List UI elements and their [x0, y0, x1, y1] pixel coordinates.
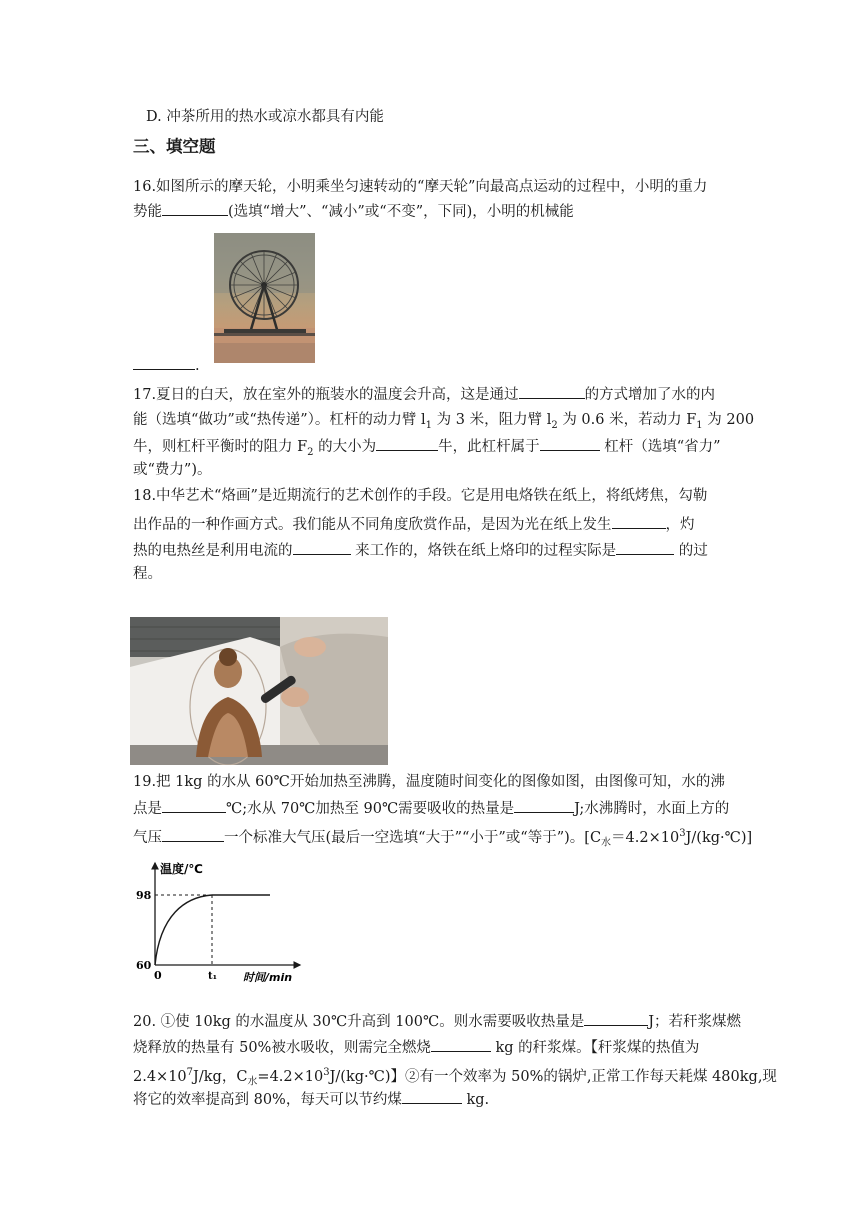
q19-text: 一个标准大气压(最后一空选填“大于”“小于”或“等于”)。[C [224, 829, 602, 846]
q17-text: 17.夏日的白天，放在室外的瓶装水的温度会升高，这是通过 [133, 387, 519, 403]
answer-blank [540, 436, 600, 451]
q17-line-4: 或“费力”)。 [133, 462, 212, 478]
q16-text: 势能 [133, 204, 162, 220]
q17-line-1 [133, 384, 715, 405]
q18-line-1: 18.中华艺术“烙画”是近期流行的艺术创作的手段。它是用电烙铁在纸上，将纸烤焦，勾勒 [133, 488, 708, 504]
answer-blank [133, 355, 195, 370]
q20-text: 烧释放的热量有 50%被水吸收，则需完全燃烧 [133, 1040, 431, 1056]
superscript: 3 [679, 828, 686, 839]
subscript: 2 [307, 446, 314, 458]
q18-line-2 [133, 514, 695, 535]
subscript: 水 [601, 837, 612, 849]
answer-blank [616, 540, 674, 555]
q19-line-2 [133, 798, 729, 819]
q17-text: 的方式增加了水的内 [584, 387, 716, 403]
q17-text: 杠杆（选填“省力” [599, 439, 721, 455]
answer-blank [376, 436, 438, 451]
q19-text: ＝4.2×10 [611, 829, 680, 846]
answer-blank [584, 1011, 648, 1026]
answer-blank [402, 1089, 462, 1104]
q20-text: J/(kg·℃)】②有一个效率为 50%的锅炉,正常工作每天耗煤 480kg,现 [329, 1068, 777, 1085]
q19-text: 点是 [133, 801, 162, 817]
ferris-wheel-image [214, 233, 315, 363]
q16-text: (选填“增大”、“减小”或“不变”，下同)，小明的机械能 [228, 204, 574, 220]
q20-text: J；若秆浆煤燃 [648, 1014, 742, 1030]
q20-text: 2.4×10 [133, 1068, 187, 1085]
answer-blank [293, 540, 351, 555]
q20-text: 将它的效率提高到 80%，每天可以节约煤 [133, 1092, 402, 1108]
q20-line-4 [133, 1089, 489, 1110]
q18-text: 的过 [674, 543, 708, 559]
q16-end: . [195, 358, 200, 374]
y-axis-label: 温度/℃ [160, 862, 203, 876]
q20-text: kg. [461, 1092, 490, 1108]
q17-text: 牛，此杠杆属于 [438, 439, 540, 455]
q16-line-1: 16.如图所示的摩天轮，小明乘坐匀速转动的“摩天轮”向最高点运动的过程中，小明的重力 [133, 179, 708, 195]
subscript: 1 [425, 419, 433, 431]
answer-blank [431, 1037, 491, 1052]
temperature-time-chart [130, 855, 310, 985]
answer-blank [514, 798, 574, 813]
q20-text: kg 的秆浆煤。【秆浆煤的热值为 [490, 1040, 700, 1056]
x-tick-label: 0 [154, 969, 162, 982]
subscript: 水 [247, 1076, 258, 1088]
q19-text: ℃;水从 70℃加热至 90℃需要吸收的热量是 [226, 801, 515, 817]
q17-text: 的大小为 [313, 439, 377, 455]
answer-blank [162, 827, 224, 842]
answer-blank [162, 201, 228, 216]
section-title: 三、填空题 [133, 137, 216, 156]
x-tick-label: t₁ [208, 971, 217, 982]
q20-text: J/kg，C [193, 1068, 248, 1085]
x-axis-label: 时间/min [243, 971, 293, 984]
q17-line-2 [133, 410, 754, 436]
q17-text: 为 0.6 米，若动力 F [557, 412, 697, 428]
q17-text: 为 3 米，阻力臂 l [432, 412, 552, 428]
q20-line-2 [133, 1037, 699, 1058]
y-tick-label: 98 [136, 889, 152, 902]
q17-text: 牛，则杠杆平衡时的阻力 F [133, 439, 308, 455]
q18-text: 出作品的一种作画方式。我们能从不同角度欣赏作品，是因为光在纸上发生 [133, 517, 612, 533]
q18-line-3 [133, 540, 708, 561]
subscript: 2 [551, 419, 558, 431]
chart-svg [130, 855, 310, 985]
q20-line-1 [133, 1011, 741, 1032]
option-d: D. 冲茶所用的热水或凉水都具有内能 [146, 109, 384, 125]
superscript: 3 [323, 1067, 330, 1078]
q17-text: 为 200 [702, 412, 755, 428]
q18-text: 热的电热丝是利用电流的 [133, 543, 293, 559]
answer-blank [612, 514, 666, 529]
q19-text: J/(kg·℃)] [685, 829, 753, 846]
pyrography-photo [130, 617, 388, 765]
q19-text: J;水沸腾时，水面上方的 [574, 801, 730, 817]
q19-line-3 [133, 824, 752, 854]
q17-text: 能（选填“做功”或“热传递”）。杠杆的动力臂 l [133, 412, 426, 428]
q18-line-4: 程。 [133, 566, 162, 582]
answer-blank [519, 384, 585, 399]
heating-curve [155, 895, 212, 965]
superscript: 7 [186, 1067, 194, 1078]
q19-line-1: 19.把 1kg 的水从 60℃开始加热至沸腾，温度随时间变化的图像如图，由图像可知，水的沸 [133, 774, 725, 790]
q16-line-3 [133, 355, 200, 376]
subscript: 1 [696, 419, 703, 431]
q18-text: 来工作的，烙铁在纸上烙印的过程实际是 [350, 543, 617, 559]
q16-line-2 [133, 201, 574, 222]
answer-blank [162, 798, 226, 813]
y-tick-label: 60 [136, 959, 152, 972]
q20-text: =4.2×10 [257, 1068, 324, 1085]
q19-text: 气压 [133, 829, 162, 846]
q18-text: ，灼 [665, 517, 695, 533]
q17-line-3 [133, 436, 721, 463]
q20-text: 20. ①使 10kg 的水温度从 30℃升高到 100℃。则水需要吸收热量是 [133, 1014, 585, 1030]
